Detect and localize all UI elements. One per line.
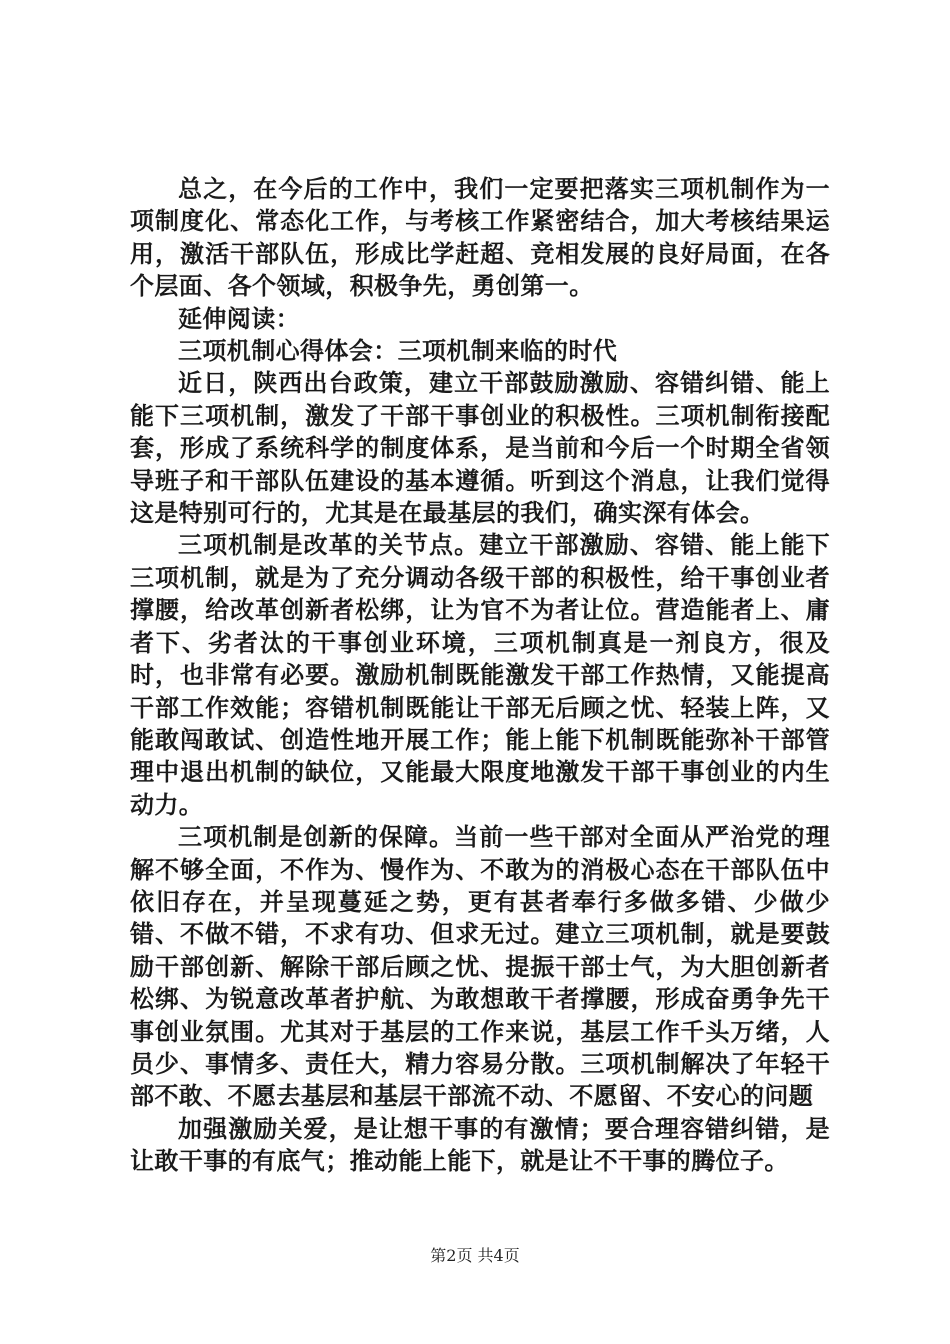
paragraph-intro: 近日，陕西出台政策，建立干部鼓励激励、容错纠错、能上能下三项机制，激发了干部干事创业的积极性。三项机制衔接配套，形成了系统科学的制度体系，是当前和今后一个时期全省领导班子和干部队伍建设的基本遵循。听到这个消息，让我们觉得这是特别可行的，尤其是在最基层的我们，确实深有体会。	[130, 368, 830, 528]
paragraph-extended-reading-label: 延伸阅读：	[178, 303, 300, 333]
paragraph-summary: 加强激励关爱，是让想干事的有激情；要合理容错纠错，是让敢干事的有底气；推动能上能下，就是让不干事的腾位子。	[130, 1113, 830, 1176]
document-body	[130, 173, 830, 1178]
paragraph-innovation-guarantee: 三项机制是创新的保障。当前一些干部对全面从严治党的理解不够全面，不作为、慢作为、不敢为的消极心态在干部队伍中依旧存在，并呈现蔓延之势，更有甚者奉行多做多错、少做少错、不做不错，不求有功、但求无过。建立三项机制，就是要鼓励干部创新、解除干部后顾之忧、提振干部士气，为大胆创新者松绑、为锐意改革者护航、为敢想敢干者撑腰，形成奋勇争先干事创业氛围。尤其对于基层的工作来说，基层工作千头万绪，人员少、事情多、责任大，精力容易分散。三项机制解决了年轻干部不敢、不愿去基层和基层干部流不动、不愿留、不安心的问题	[130, 822, 830, 1111]
page-footer: 第2页 共4页	[430, 1246, 520, 1265]
paragraph-article-title: 三项机制心得体会：三项机制来临的时代	[178, 336, 618, 366]
paragraph-conclusion: 总之，在今后的工作中，我们一定要把落实三项机制作为一项制度化、常态化工作，与考核工作紧密结合，加大考核结果运用，激活干部队伍，形成比学赶超、竞相发展的良好局面，在各个层面、各个领域，积极争先，勇创第一。	[130, 174, 830, 301]
paragraph-reform-key: 三项机制是改革的关节点。建立干部激励、容错、能上能下三项机制，就是为了充分调动各级干部的积极性，给干事创业者撑腰，给改革创新者松绑，让为官不为者让位。营造能者上、庸者下、劣者汰的干事创业环境，三项机制真是一剂良方，很及时，也非常有必要。激励机制既能激发干部工作热情，又能提高干部工作效能；容错机制既能让干部无后顾之忧、轻装上阵，又能敢闯敢试、创造性地开展工作；能上能下机制既能弥补干部管理中退出机制的缺位，又能最大限度地激发干部干事创业的内生动力。	[130, 530, 830, 819]
